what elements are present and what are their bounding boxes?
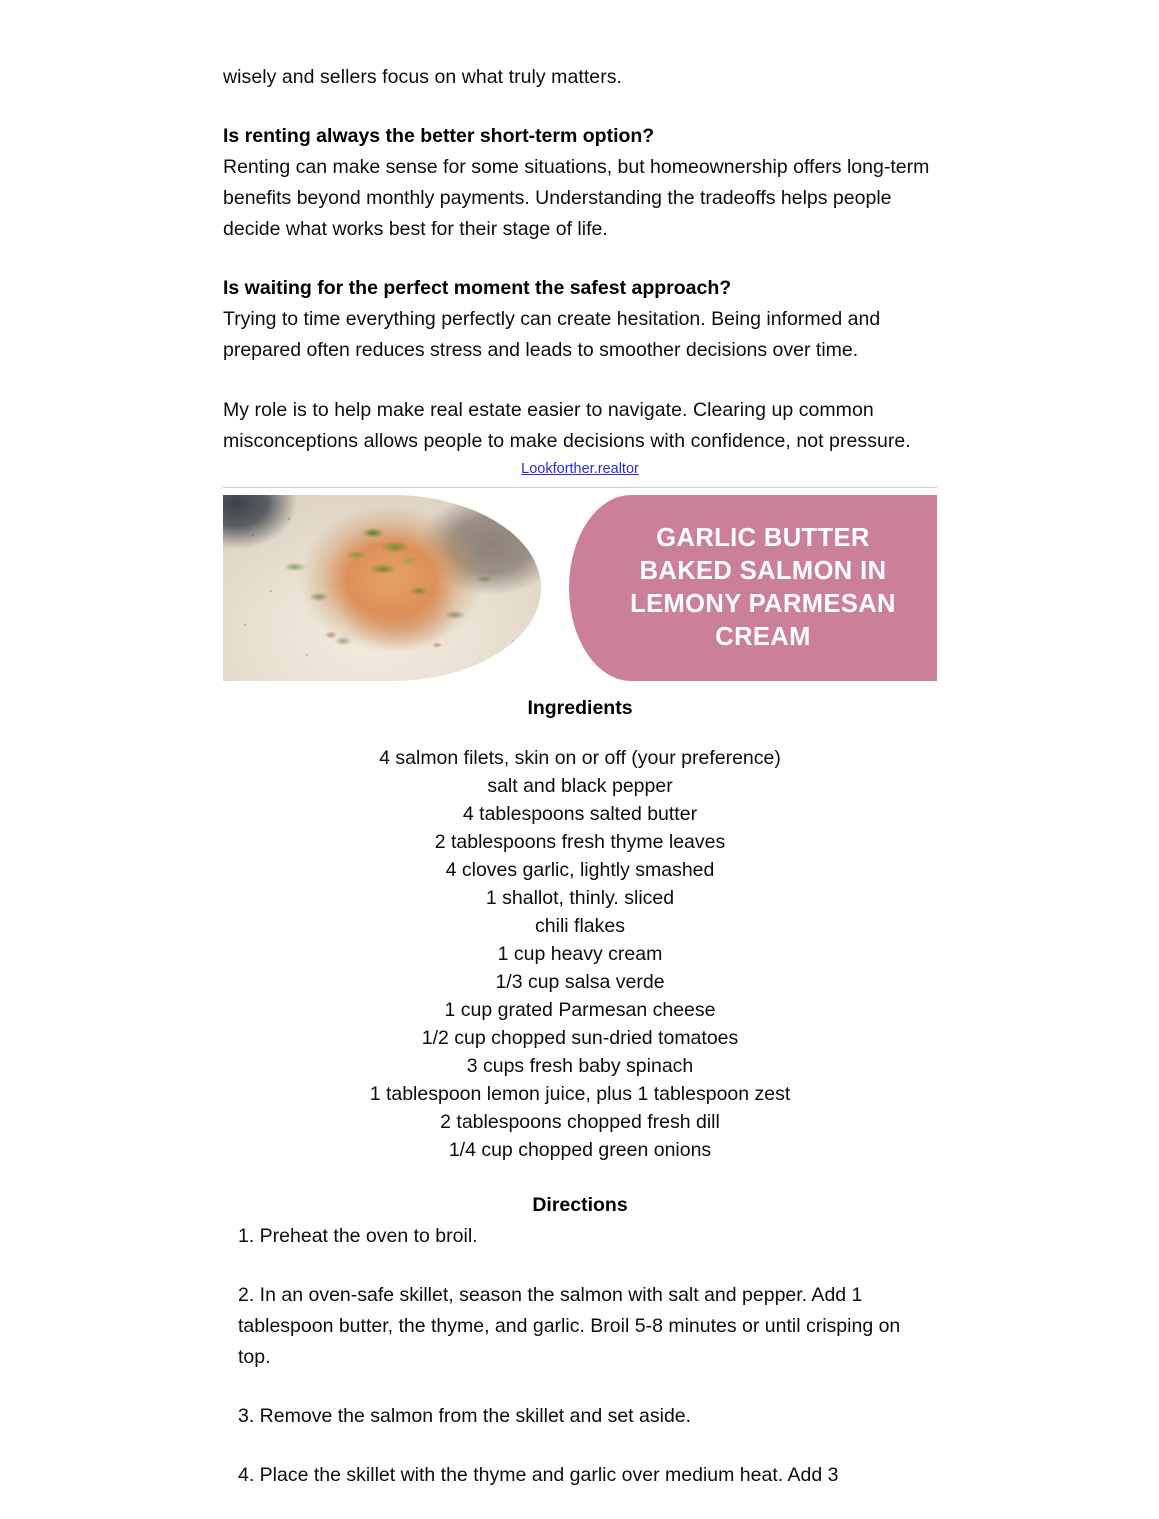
- recipe-title-line-3: LEMONY PARMESAN: [630, 590, 896, 618]
- recipe-title-line-4: CREAM: [715, 623, 811, 651]
- salmon-photo-image: [223, 495, 541, 681]
- recipe-title-line-1: GARLIC BUTTER: [656, 524, 870, 552]
- list-item: 2 tablespoons fresh thyme leaves: [434, 831, 726, 853]
- list-item: 1. Preheat the oven to broil.: [238, 1225, 478, 1247]
- lead-paragraph: wisely and sellers focus on what truly matters.: [223, 66, 623, 88]
- list-item: salt and black pepper: [487, 775, 673, 797]
- list-item: 4 cloves garlic, lightly smashed: [445, 859, 715, 881]
- faq-question-1: Is renting always the better short-term option?: [223, 125, 655, 147]
- list-item: 1/3 cup salsa verde: [495, 971, 665, 993]
- list-item: 1 cup grated Parmesan cheese: [444, 999, 716, 1021]
- list-item: 1 tablespoon lemon juice, plus 1 tablespoon zest: [369, 1083, 791, 1105]
- section-divider: [223, 487, 937, 488]
- recipe-title-line-2: BAKED SALMON IN: [639, 557, 887, 585]
- document-content: [223, 62, 937, 1519]
- faq-item-2: [223, 273, 937, 366]
- list-item: 1 shallot, thinly. sliced: [485, 887, 675, 909]
- ingredients-list: [223, 744, 937, 1164]
- faq-answer-1: Renting can make sense for some situations, but homeownership offers long-term benefits beyond monthly payments. Understanding the tradeoffs helps people decide what works best for their stage of life.: [223, 156, 930, 240]
- faq-question-2: Is waiting for the perfect moment the safest approach?: [223, 277, 732, 299]
- list-item: 1/2 cup chopped sun-dried tomatoes: [421, 1027, 739, 1049]
- list-item: 4 tablespoons salted butter: [462, 803, 698, 825]
- recipe-banner: [223, 495, 937, 681]
- list-item: 3 cups fresh baby spinach: [466, 1055, 694, 1077]
- list-item: 1 cup heavy cream: [497, 943, 663, 965]
- list-item: 4 salmon filets, skin on or off (your preference): [379, 747, 781, 769]
- faq-item-1: [223, 121, 937, 245]
- recipe-title-panel: [569, 495, 937, 681]
- directions-heading: Directions: [532, 1194, 628, 1216]
- faq-answer-2: Trying to time everything perfectly can create hesitation. Being informed and prepared often reduces stress and leads to smoother decisions over time.: [223, 308, 881, 361]
- list-item: 4. Place the skillet with the thyme and garlic over medium heat. Add 3: [238, 1464, 839, 1486]
- closing-paragraph: My role is to help make real estate easier to navigate. Clearing up common misconceptions allows people to make decisions with confidence, not pressure.: [223, 399, 911, 452]
- directions-list: [223, 1221, 937, 1491]
- ingredients-heading: Ingredients: [527, 697, 633, 719]
- list-item: 1/4 cup chopped green onions: [448, 1139, 712, 1161]
- lookforther-realtor-link[interactable]: Lookforther.realtor: [521, 461, 639, 477]
- list-item: 2. In an oven-safe skillet, season the salmon with salt and pepper. Add 1 tablespoon butter, the thyme, and garlic. Broil 5-8 minutes or until crisping on top.: [238, 1284, 901, 1368]
- recipe-title: [602, 522, 904, 654]
- list-item: chili flakes: [535, 915, 625, 937]
- salmon-photo: [223, 495, 541, 681]
- list-item: 2 tablespoons chopped fresh dill: [440, 1111, 720, 1133]
- list-item: 3. Remove the salmon from the skillet and set aside.: [238, 1405, 692, 1427]
- site-link-row: [223, 460, 937, 480]
